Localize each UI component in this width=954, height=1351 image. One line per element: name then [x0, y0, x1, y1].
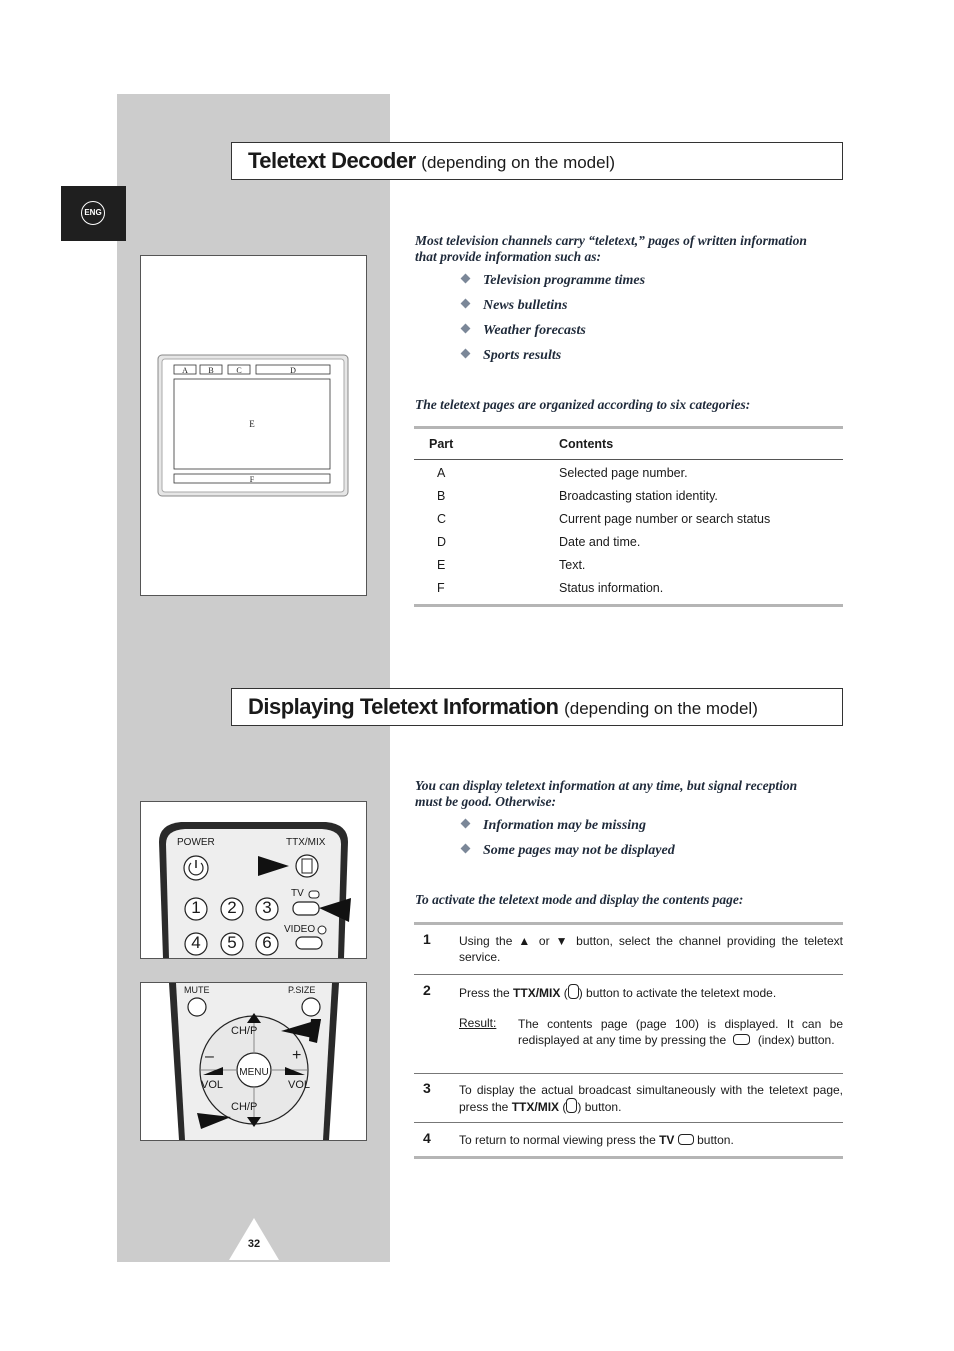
section1-bullet-list — [460, 273, 645, 373]
table-row: B Broadcasting station identity. — [437, 489, 718, 503]
step-number: 4 — [423, 1130, 431, 1146]
diagram-label-d: D — [290, 366, 296, 375]
power-label: POWER — [177, 837, 215, 848]
result-text: The contents page (page 100) is displayed. It can be redisplayed at any time by pressing the (index) button. — [518, 1017, 843, 1047]
table-row: C Current page number or search status — [437, 512, 771, 526]
categories-intro: The teletext pages are organized according to six categories: — [415, 397, 751, 412]
diamond-bullet-icon — [461, 274, 471, 284]
diagram-label-e: E — [249, 419, 255, 429]
diagram-label-f: F — [249, 475, 255, 484]
chp-up-label: CH/P — [231, 1025, 258, 1037]
diamond-bullet-icon — [461, 844, 471, 854]
table-bottom-rule — [414, 604, 843, 607]
vol-left-label: VOL — [201, 1079, 224, 1091]
diagram-label-c: C — [236, 366, 242, 375]
key-4: 4 — [191, 933, 201, 952]
diagram-label-a: A — [182, 366, 188, 375]
diamond-bullet-icon — [461, 819, 471, 829]
steps-bottom-rule — [414, 1156, 843, 1159]
step-divider — [414, 1073, 843, 1074]
key-6: 6 — [262, 933, 272, 952]
tv-label: TV — [291, 888, 304, 899]
psize-label: P.SIZE — [288, 985, 316, 995]
step-text: Using the ▲ or ▼ button, select the channel providing the teletext service. — [459, 934, 843, 964]
section-title: Teletext Decoder (depending on the model) — [248, 148, 616, 173]
step-text: To display the actual broadcast simultaneously with the teletext page, press the TTX/MIX ( ) button. — [459, 1083, 843, 1114]
section1-intro: Most television channels carry “teletext,” pages of written information that provide information such as: — [415, 233, 807, 264]
mute-label: MUTE — [184, 985, 210, 995]
list-item: Information may be missing — [460, 818, 675, 843]
language-tab — [61, 186, 126, 241]
list-item: Some pages may not be displayed — [460, 843, 675, 868]
section-title-box — [231, 142, 843, 180]
table-row: D Date and time. — [437, 535, 641, 549]
remote-illustration-top — [140, 801, 367, 959]
page-number: 32 — [247, 1238, 261, 1250]
result-label: Result: — [459, 1016, 497, 1030]
vol-right-label: VOL — [288, 1079, 311, 1091]
key-1: 1 — [191, 898, 201, 917]
table-top-rule — [414, 426, 843, 429]
chp-down-label: CH/P — [231, 1101, 258, 1113]
ttx-mix-label: TTX/MIX — [286, 837, 326, 848]
ttx-mix-icon — [566, 1098, 577, 1113]
key-5: 5 — [227, 933, 237, 952]
list-item: News bulletins — [460, 298, 645, 323]
table-row: A Selected page number. — [437, 466, 688, 480]
section2-bullet-list — [460, 818, 675, 868]
steps-top-rule — [414, 922, 843, 925]
step-number: 1 — [423, 931, 431, 947]
list-item: Weather forecasts — [460, 323, 645, 348]
remote-illustration-bottom — [140, 982, 367, 1141]
menu-label: MENU — [239, 1067, 269, 1078]
step-text: Press the TTX/MIX ( ) button to activate the teletext mode. — [459, 986, 777, 1000]
activate-intro: To activate the teletext mode and display the contents page: — [415, 892, 744, 907]
eng-badge: ENG — [81, 201, 105, 225]
table-header-part: Part — [429, 437, 454, 451]
table-header-contents: Contents — [559, 437, 614, 451]
minus-label: – — [205, 1048, 214, 1065]
step-divider — [414, 1122, 843, 1123]
video-label: VIDEO — [284, 924, 316, 935]
table-header-rule — [414, 459, 843, 460]
step-text: To return to normal viewing press the TV button. — [459, 1133, 734, 1147]
section-title-box — [231, 688, 843, 726]
key-3: 3 — [262, 898, 272, 917]
list-item: Television programme times — [460, 273, 645, 298]
list-item: Sports results — [460, 348, 645, 373]
section2-intro: You can display teletext information at any time, but signal reception must be good. Otherwise: — [415, 778, 798, 809]
ttx-mix-icon — [568, 984, 579, 999]
step-number: 3 — [423, 1080, 431, 1096]
step-divider — [414, 974, 843, 975]
tv-button-icon — [678, 1134, 694, 1145]
table-row: E Text. — [437, 558, 586, 572]
key-2: 2 — [227, 898, 237, 917]
page-number-marker — [229, 1218, 279, 1260]
diamond-bullet-icon — [461, 324, 471, 334]
plus-label: + — [292, 1047, 302, 1064]
step-number: 2 — [423, 982, 431, 998]
table-row: F Status information. — [437, 581, 664, 595]
diagram-label-b: B — [208, 366, 214, 375]
diamond-bullet-icon — [461, 299, 471, 309]
diamond-bullet-icon — [461, 349, 471, 359]
section-title: Displaying Teletext Information (depending on the model) — [248, 694, 758, 719]
teletext-screen-diagram — [140, 255, 367, 596]
index-icon — [733, 1034, 750, 1045]
parts-table-body — [414, 466, 843, 604]
